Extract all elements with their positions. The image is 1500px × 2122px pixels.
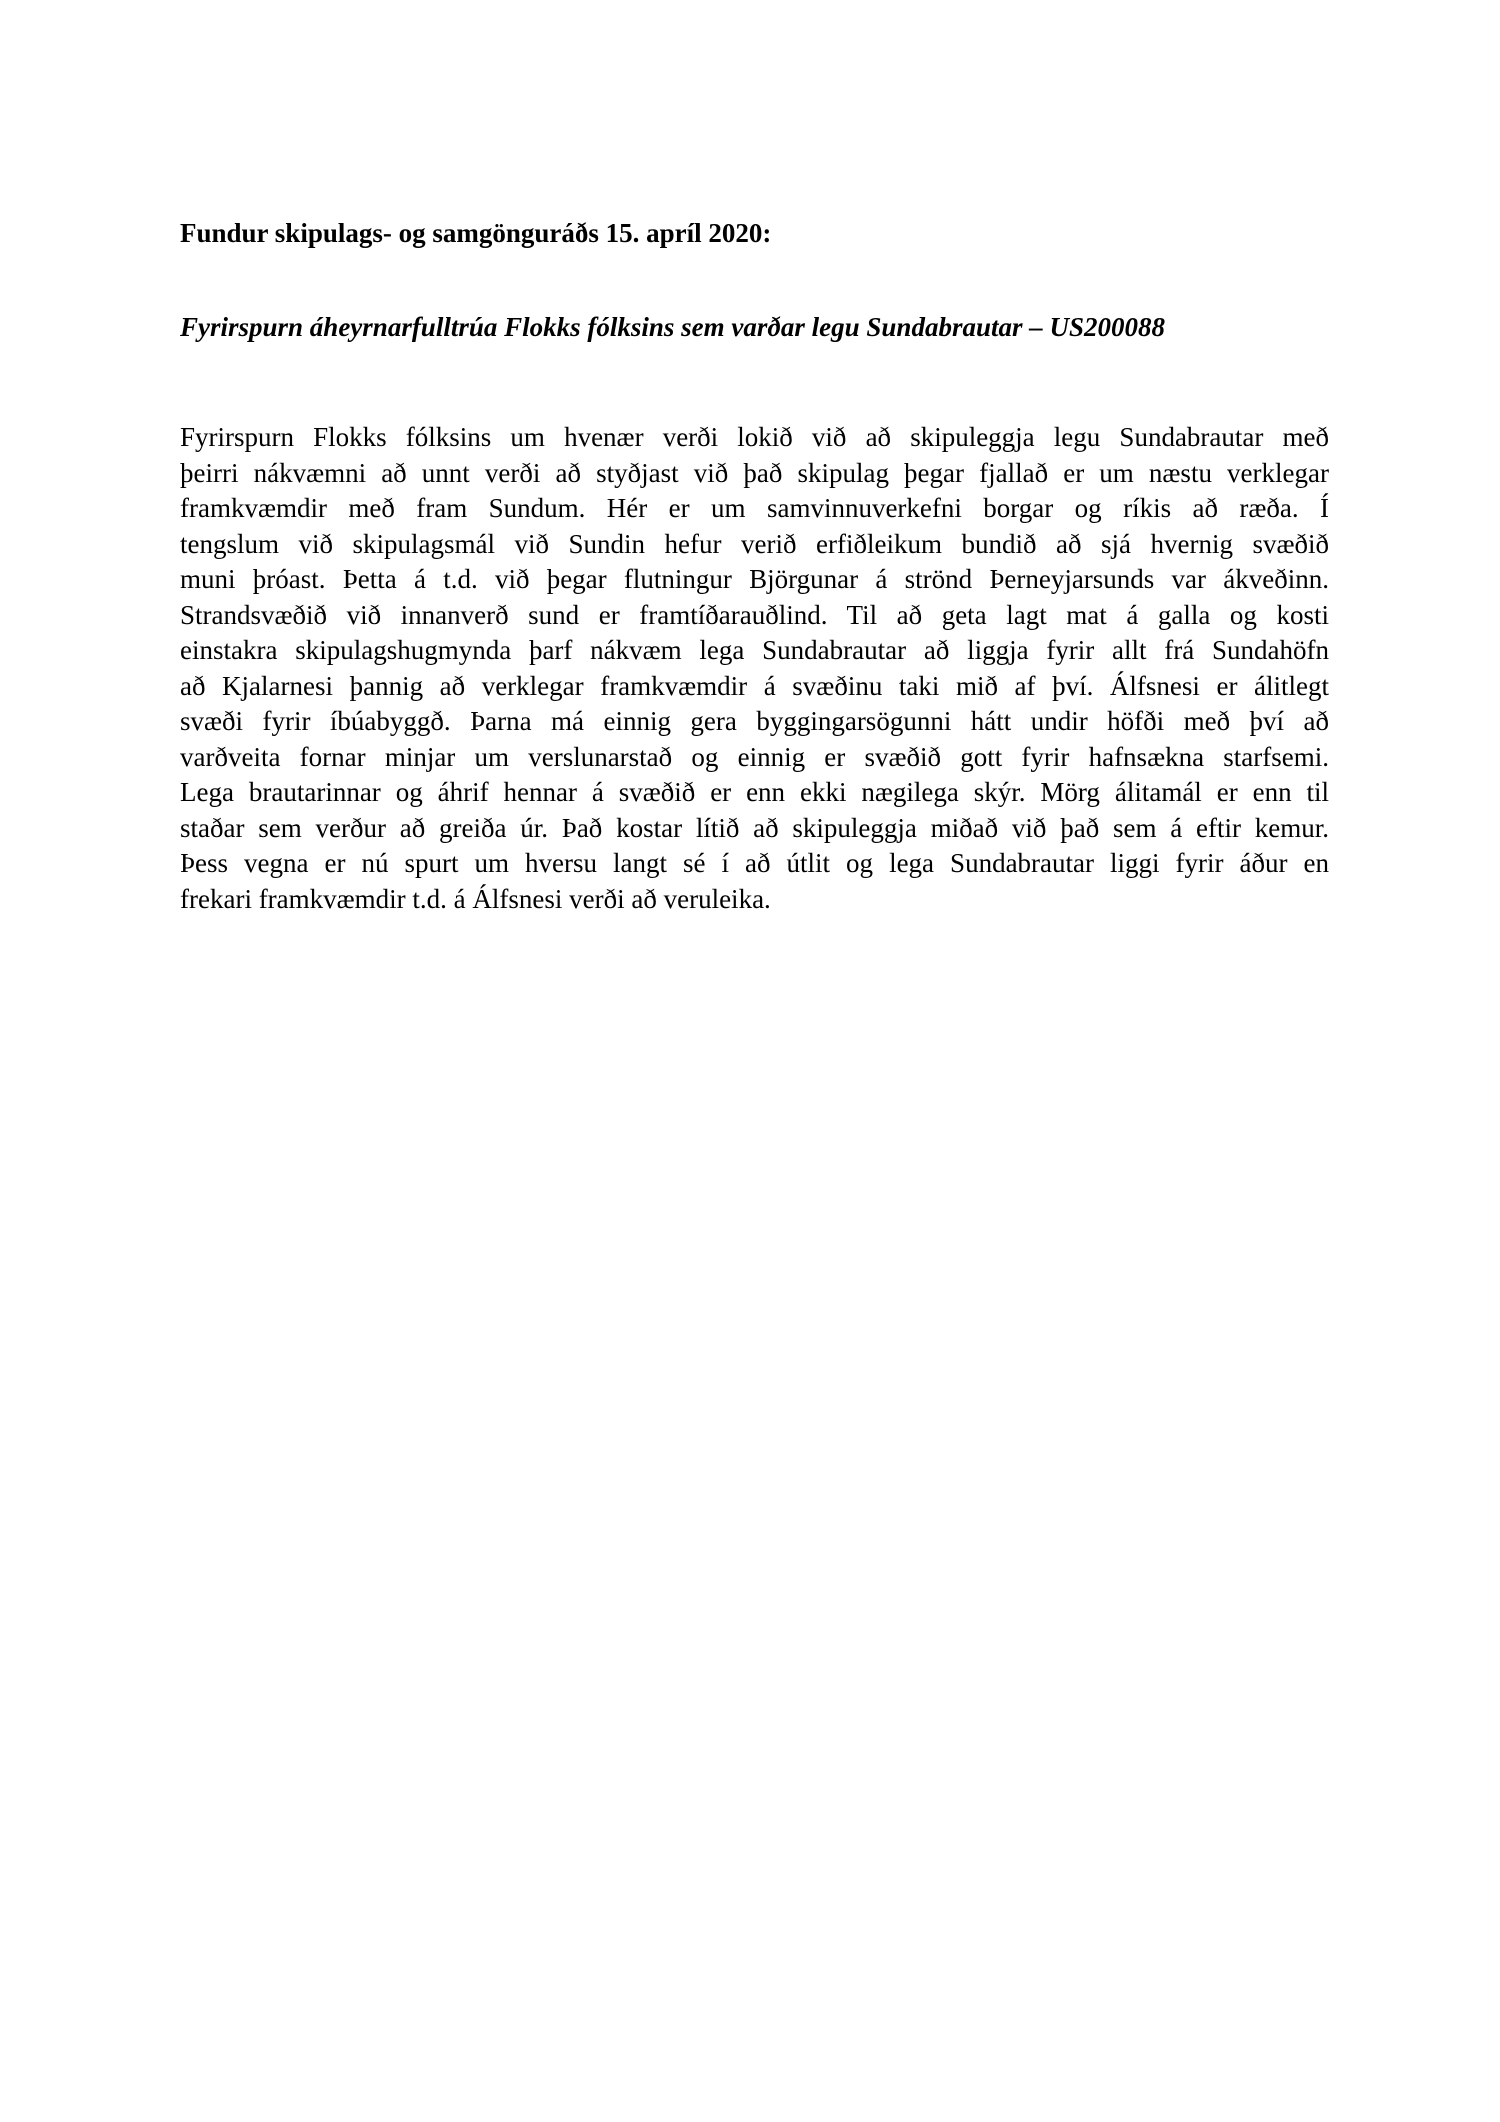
body-line: Lega brautarinnar og áhrif hennar á svæðið er enn ekki nægilega skýr. Mörg álitamál er enn til bbox=[180, 777, 1329, 807]
inquiry-body bbox=[180, 420, 1329, 917]
body-line: muni þróast. Þetta á t.d. við þegar flutningur Björgunar á strönd Þerneyjarsunds var ákveðinn. bbox=[180, 564, 1329, 594]
body-line: framkvæmdir með fram Sundum. Hér er um samvinnuverkefni borgar og ríkis að ræða. Í bbox=[180, 493, 1329, 523]
body-line: Þess vegna er nú spurt um hversu langt sé í að útlit og lega Sundabrautar liggi fyrir áður en bbox=[180, 848, 1329, 878]
inquiry-title: Fyrirspurn áheyrnarfulltrúa Flokks fólksins sem varðar legu Sundabrautar – US200088 bbox=[180, 312, 1165, 342]
body-line: frekari framkvæmdir t.d. á Álfsnesi verði að veruleika. bbox=[180, 883, 771, 914]
meeting-heading: Fundur skipulags- og samgönguráðs 15. apríl 2020: bbox=[180, 218, 772, 248]
body-line: Strandsvæðið við innanverð sund er framtíðarauðlind. Til að geta lagt mat á galla og kosti bbox=[180, 599, 1329, 630]
body-line: einstakra skipulagshugmynda þarf nákvæm lega Sundabrautar að liggja fyrir allt frá Sundahöfn bbox=[180, 635, 1329, 665]
body-line: tengslum við skipulagsmál við Sundin hefur verið erfiðleikum bundið að sjá hvernig svæðið bbox=[180, 528, 1329, 559]
body-line: þeirri nákvæmni að unnt verði að styðjast við það skipulag þegar fjallað er um næstu verklegar bbox=[180, 457, 1329, 488]
body-line: svæði fyrir íbúabyggð. Þarna má einnig gera byggingarsögunni hátt undir höfði með því að bbox=[180, 706, 1329, 736]
body-line: varðveita fornar minjar um verslunarstað og einnig er svæðið gott fyrir hafnsækna starfsemi. bbox=[180, 741, 1329, 772]
body-line: staðar sem verður að greiða úr. Það kostar lítið að skipuleggja miðað við það sem á eftir kemur. bbox=[180, 812, 1329, 843]
body-line: Fyrirspurn Flokks fólksins um hvenær verði lokið við að skipuleggja legu Sundabrautar með bbox=[180, 422, 1329, 452]
body-line: að Kjalarnesi þannig að verklegar framkvæmdir á svæðinu taki mið af því. Álfsnesi er álitlegt bbox=[180, 670, 1329, 701]
